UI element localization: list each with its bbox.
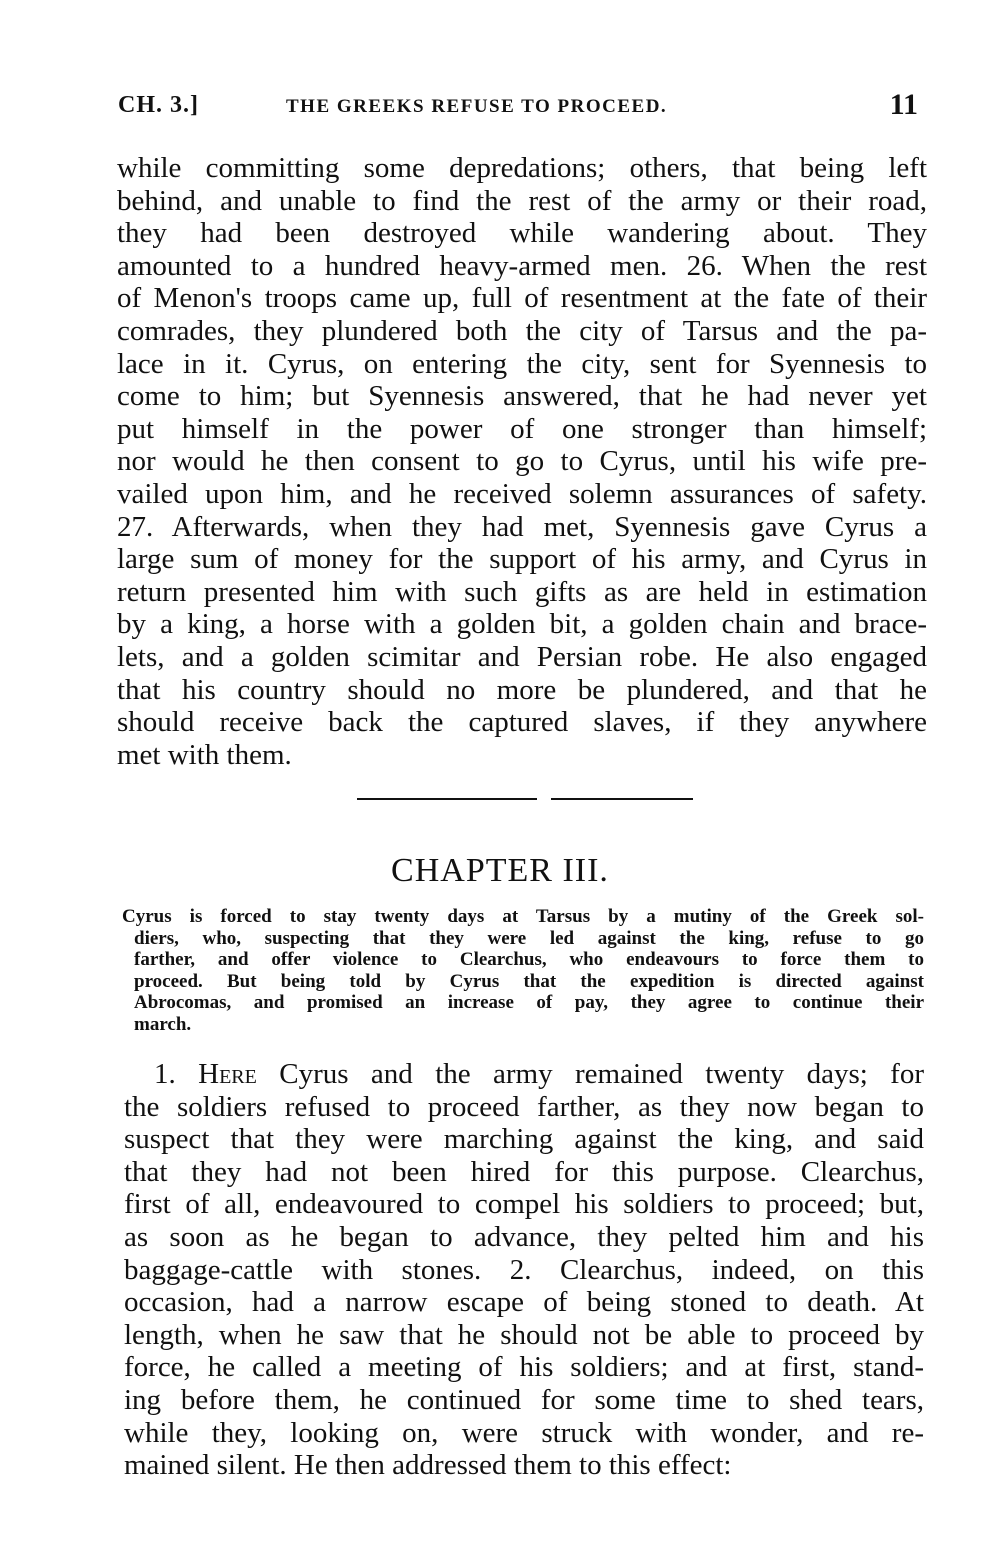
text-line: occasion, had a narrow escape of being stoned to death. At: [124, 1286, 924, 1319]
text-line: ing before them, he continued for some time to shed tears,: [124, 1383, 924, 1416]
text-line: while committing some depredations; others, that being left: [117, 152, 927, 184]
text-line: that they had not been hired for this purpose. Clearchus,: [124, 1155, 924, 1188]
text-line: while they, looking on, were struck with wonder, and re-: [124, 1416, 924, 1449]
section-number: 1.: [154, 1058, 176, 1090]
text-line: suspect that they were marching against the king, and said: [124, 1123, 924, 1156]
text-line: that his country should no more be plundered, and that he: [117, 673, 927, 706]
summary-line: Cyrus is forced to stay twenty days at Tarsus by a mutiny of the Greek sol-: [122, 906, 924, 927]
text-line: they had been destroyed while wandering about. They: [117, 217, 927, 250]
text-line: the soldiers refused to proceed farther, as they now began to: [124, 1090, 924, 1123]
chapter-summary: [122, 906, 924, 1036]
text-line: amounted to a hundred heavy-armed men. 26. When the rest: [117, 249, 927, 282]
first-line-text: Cyrus and the army remained twenty days; for: [279, 1058, 924, 1090]
paragraph-continuation: [117, 152, 927, 771]
text-line: nor would he then consent to go to Cyrus, until his wife pre-: [117, 445, 927, 478]
text-line: of Menon's troops came up, full of resentment at the fate of their: [117, 282, 927, 315]
text-line: come to him; but Syennesis answered, that he had never yet: [117, 380, 927, 413]
chapter-paragraph: [124, 1058, 924, 1482]
divider-rule-left: [357, 798, 537, 800]
opening-word: Here: [198, 1058, 257, 1090]
page-number: 11: [889, 88, 918, 121]
running-head-title: THE GREEKS REFUSE TO PROCEED.: [286, 96, 668, 117]
text-line: mained silent. He then addressed them to this effect:: [124, 1449, 732, 1482]
text-line: lets, and a golden scimitar and Persian robe. He also engaged: [117, 640, 927, 673]
summary-line: diers, who, suspecting that they were led against the king, refuse to go: [134, 927, 924, 949]
summary-line: farther, and offer violence to Clearchus, who endeavours to force them to: [134, 949, 924, 971]
text-line: vailed upon him, and he received solemn assurances of safety.: [117, 477, 927, 510]
chapter-heading: CHAPTER III.: [391, 852, 609, 889]
text-line: first of all, endeavoured to compel his soldiers to proceed; but,: [124, 1188, 924, 1221]
text-line-first: [124, 1058, 924, 1091]
text-line: large sum of money for the support of his army, and Cyrus in: [117, 543, 927, 576]
text-line: behind, and unable to find the rest of the army or their road,: [117, 184, 927, 217]
divider-rule-right: [551, 798, 693, 800]
text-line: met with them.: [117, 738, 292, 771]
text-line: should receive back the captured slaves, if they anywhere: [117, 706, 927, 739]
text-line: put himself in the power of one stronger than himself;: [117, 412, 927, 445]
summary-line: proceed. But being told by Cyrus that the expedition is directed against: [134, 970, 924, 992]
running-head-chapter: CH. 3.]: [118, 92, 199, 118]
text-line: return presented him with such gifts as are held in estimation: [117, 575, 927, 608]
summary-line: march.: [134, 1013, 192, 1035]
text-line: 27. Afterwards, when they had met, Syennesis gave Cyrus a: [117, 510, 927, 543]
text-line: by a king, a horse with a golden bit, a golden chain and brace-: [117, 608, 927, 641]
text-line: comrades, they plundered both the city of Tarsus and the pa-: [117, 314, 927, 347]
summary-line: Abrocomas, and promised an increase of pay, they agree to continue their: [134, 992, 924, 1014]
text-line: length, when he saw that he should not be able to proceed by: [124, 1318, 924, 1351]
running-head: [118, 88, 924, 124]
text-line: force, he called a meeting of his soldiers; and at first, stand-: [124, 1351, 924, 1384]
text-line: as soon as he began to advance, they pelted him and his: [124, 1220, 924, 1253]
text-line: baggage-cattle with stones. 2. Clearchus, indeed, on this: [124, 1253, 924, 1286]
text-line: lace in it. Cyrus, on entering the city, sent for Syennesis to: [117, 347, 927, 380]
